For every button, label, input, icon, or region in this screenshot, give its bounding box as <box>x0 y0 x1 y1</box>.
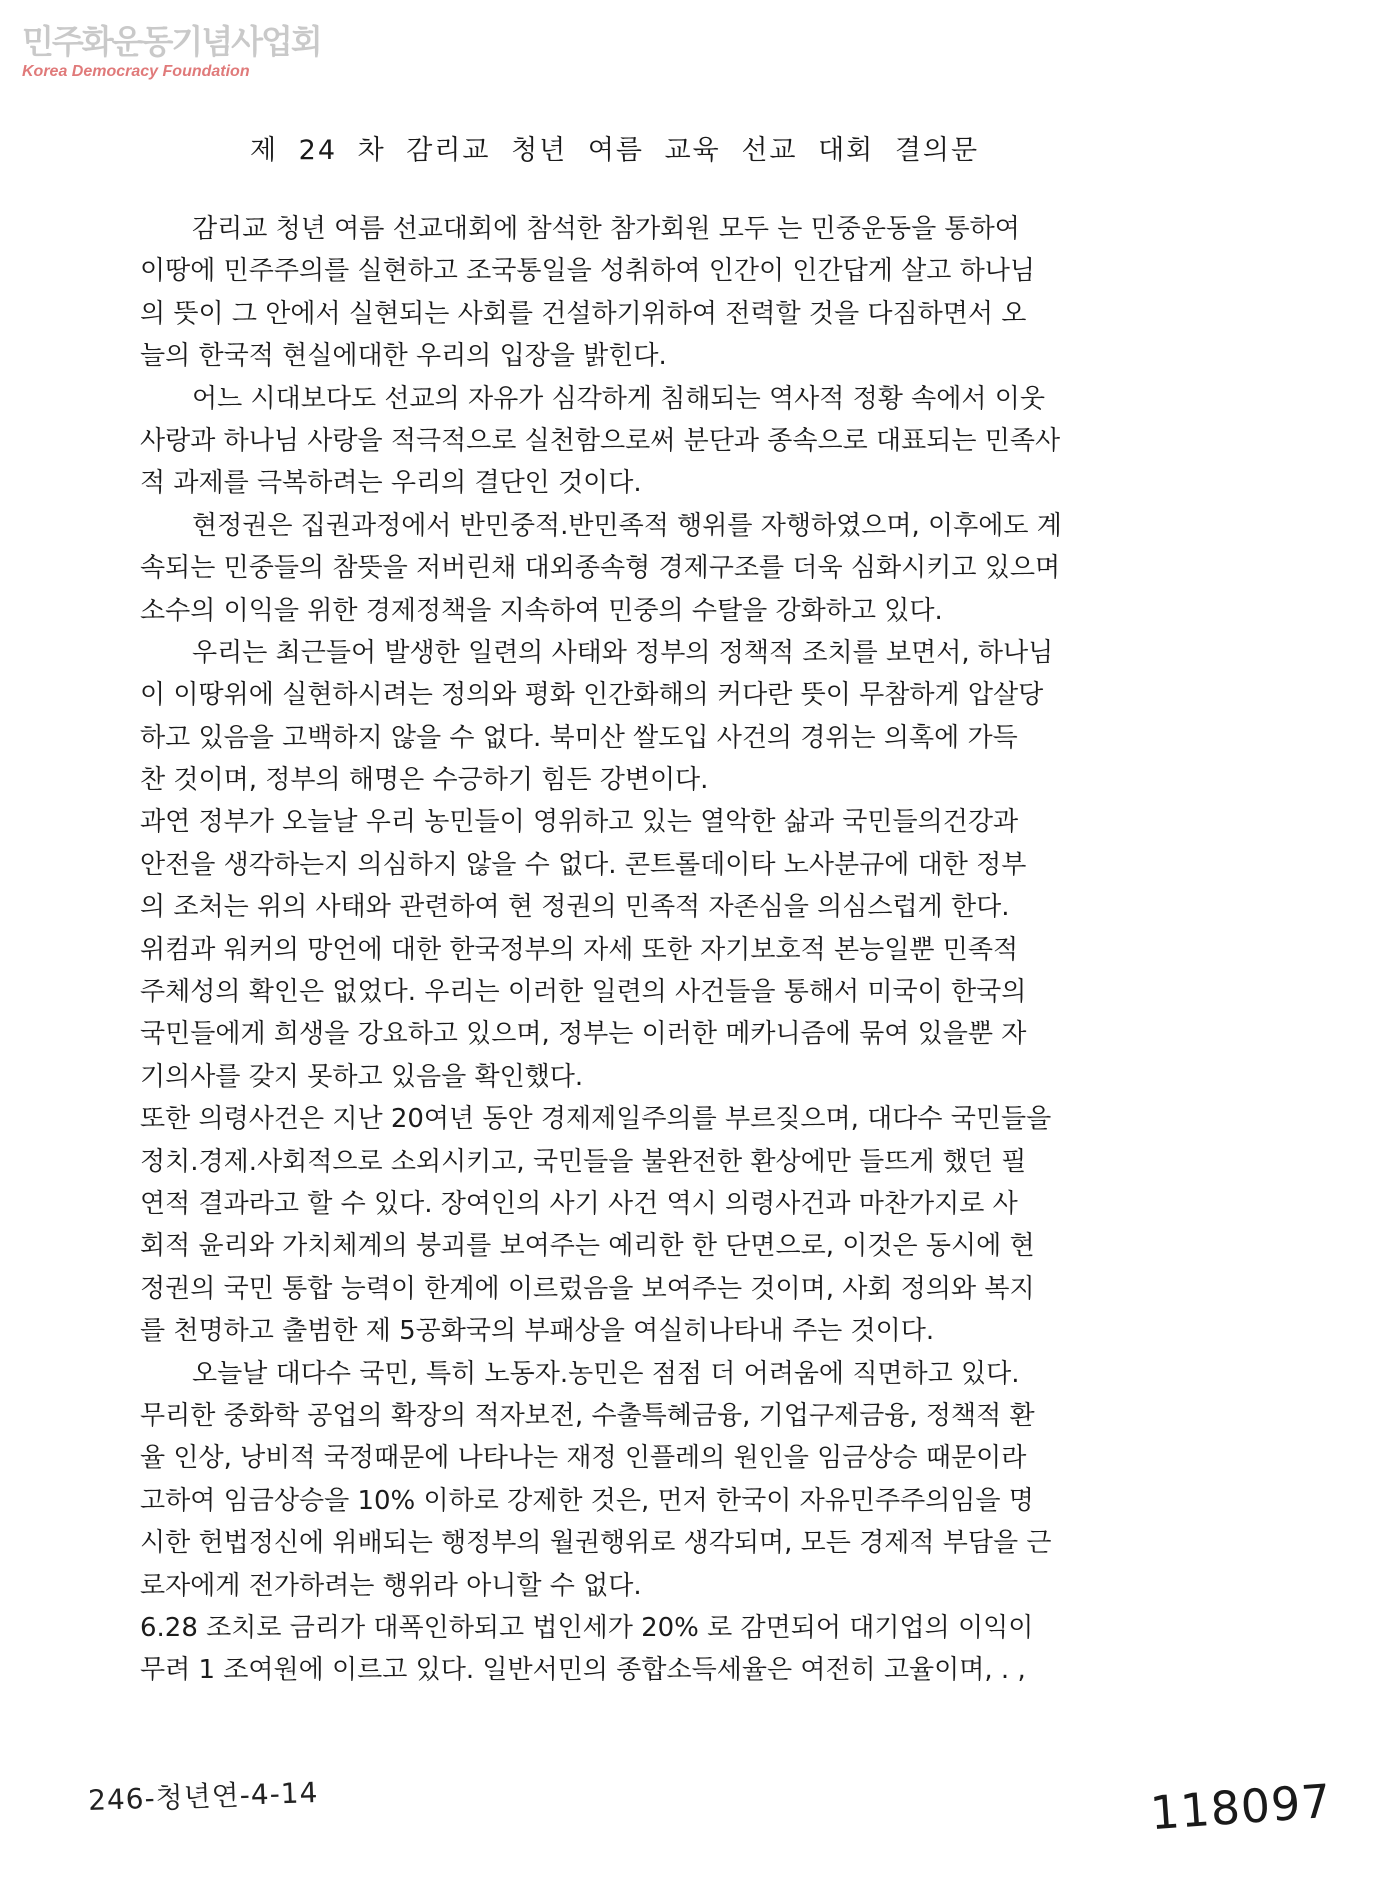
document-title: 제 24 차 감리교 청년 여름 교육 선교 대회 결의문 <box>250 135 980 166</box>
body-line: 하고 있음을 고백하지 않을 수 없다. 북미산 쌀도입 사건의 경위는 의혹에 가득 <box>140 722 1018 753</box>
body-line: 연적 결과라고 할 수 있다. 장여인의 사기 사건 역시 의령사건과 마찬가지로 사 <box>140 1188 1018 1219</box>
watermark-english-text: Korea Democracy Foundation <box>22 63 250 80</box>
body-line: 또한 의령사건은 지난 20여년 동안 경제제일주의를 부르짖으며, 대다수 국민들을 <box>140 1104 1052 1135</box>
body-line: 기의사를 갖지 못하고 있음을 확인했다. <box>140 1061 584 1092</box>
body-line: 우리는 최근들어 발생한 일련의 사태와 정부의 정책적 조치를 보면서, 하나님 <box>192 637 1054 668</box>
body-line: 무려 1 조여원에 이르고 있다. 일반서민의 종합소득세율은 여전히 고율이며, . , <box>140 1655 1026 1686</box>
body-line: 고하여 임금상승을 10% 이하로 강제한 것은, 먼저 한국이 자유민주주의임을 명 <box>140 1485 1034 1516</box>
body-line: 시한 헌법정신에 위배되는 행정부의 월권행위로 생각되며, 모든 경제적 부담을 근 <box>140 1528 1052 1559</box>
watermark-logo <box>22 22 322 82</box>
body-line: 오늘날 대다수 국민, 특히 노동자.농민은 점점 더 어려움에 직면하고 있다. <box>192 1358 1020 1389</box>
body-line: 이 이땅위에 실현하시려는 정의와 평화 인간화해의 커다란 뜻이 무참하게 압살당 <box>140 680 1044 711</box>
body-line: 정치.경제.사회적으로 소외시키고, 국민들을 불완전한 환상에만 들뜨게 했던 필 <box>140 1146 1027 1177</box>
body-line: 이땅에 민주주의를 실현하고 조국통일을 성취하여 인간이 인간답게 살고 하나님 <box>140 256 1035 287</box>
body-line: 현정권은 집권과정에서 반민중적.반민족적 행위를 자행하였으며, 이후에도 계 <box>192 510 1062 541</box>
body-line: 로자에게 전가하려는 행위라 아니할 수 없다. <box>140 1570 642 1601</box>
body-line: 무리한 중화학 공업의 확장의 적자보전, 수출특혜금융, 기업구제금융, 정책적 환 <box>140 1400 1035 1431</box>
body-line: 의 뜻이 그 안에서 실현되는 사회를 건설하기위하여 전력할 것을 다짐하면서 오 <box>140 298 1027 329</box>
body-line: 의 조처는 위의 사태와 관련하여 현 정권의 민족적 자존심을 의심스럽게 한다. <box>140 892 1010 923</box>
body-line: 위컴과 워커의 망언에 대한 한국정부의 자세 또한 자기보호적 본능일뿐 민족적 <box>140 934 1019 965</box>
body-line: 어느 시대보다도 선교의 자유가 심각하게 침해되는 역사적 정황 속에서 이웃 <box>192 383 1045 414</box>
body-line: 안전을 생각하는지 의심하지 않을 수 없다. 콘트롤데이타 노사분규에 대한 정부 <box>140 849 1027 880</box>
handwritten-document-number: 118097 <box>1148 1773 1334 1841</box>
body-line: 늘의 한국적 현실에대한 우리의 입장을 밝힌다. <box>140 341 667 372</box>
body-line: 찬 것이며, 정부의 해명은 수긍하기 힘든 강변이다. <box>140 765 709 796</box>
handwritten-file-code: 246-청년연-4-14 <box>87 1775 319 1818</box>
body-line: 회적 윤리와 가치체계의 붕괴를 보여주는 예리한 한 단면으로, 이것은 동시에 현 <box>140 1231 1035 1262</box>
document-body <box>140 208 1290 1692</box>
body-line: 를 천명하고 출범한 제 5공화국의 부패상을 여실히나타내 주는 것이다. <box>140 1316 935 1347</box>
body-line: 감리교 청년 여름 선교대회에 참석한 참가회원 모두 는 민중운동을 통하여 <box>192 214 1020 244</box>
body-line: 사랑과 하나님 사랑을 적극적으로 실천함으로써 분단과 종속으로 대표되는 민족사 <box>140 425 1061 456</box>
body-line: 율 인상, 낭비적 국정때문에 나타나는 재정 인플레의 원인을 임금상승 때문이라 <box>140 1443 1027 1474</box>
watermark-korean-text: 민주화운동기념사업회 <box>22 22 321 61</box>
body-line: 6.28 조치로 금리가 대폭인하되고 법인세가 20% 로 감면되어 대기업의 이익이 <box>140 1612 1034 1643</box>
body-line: 과연 정부가 오늘날 우리 농민들이 영위하고 있는 열악한 삶과 국민들의건강과 <box>140 807 1019 838</box>
body-line: 속되는 민중들의 참뜻을 저버린채 대외종속형 경제구조를 더욱 심화시키고 있으며 <box>140 553 1061 584</box>
body-line: 국민들에게 희생을 강요하고 있으며, 정부는 이러한 메카니즘에 묶여 있을뿐 자 <box>140 1019 1027 1050</box>
body-line: 적 과제를 극복하려는 우리의 결단인 것이다. <box>140 468 642 499</box>
body-line: 정권의 국민 통합 능력이 한계에 이르렀음을 보여주는 것이며, 사회 정의와 복지 <box>140 1273 1035 1304</box>
body-line: 소수의 이익을 위한 경제정책을 지속하여 민중의 수탈을 강화하고 있다. <box>140 595 943 626</box>
body-line: 주체성의 확인은 없었다. 우리는 이러한 일련의 사건들을 통해서 미국이 한국의 <box>140 977 1027 1008</box>
